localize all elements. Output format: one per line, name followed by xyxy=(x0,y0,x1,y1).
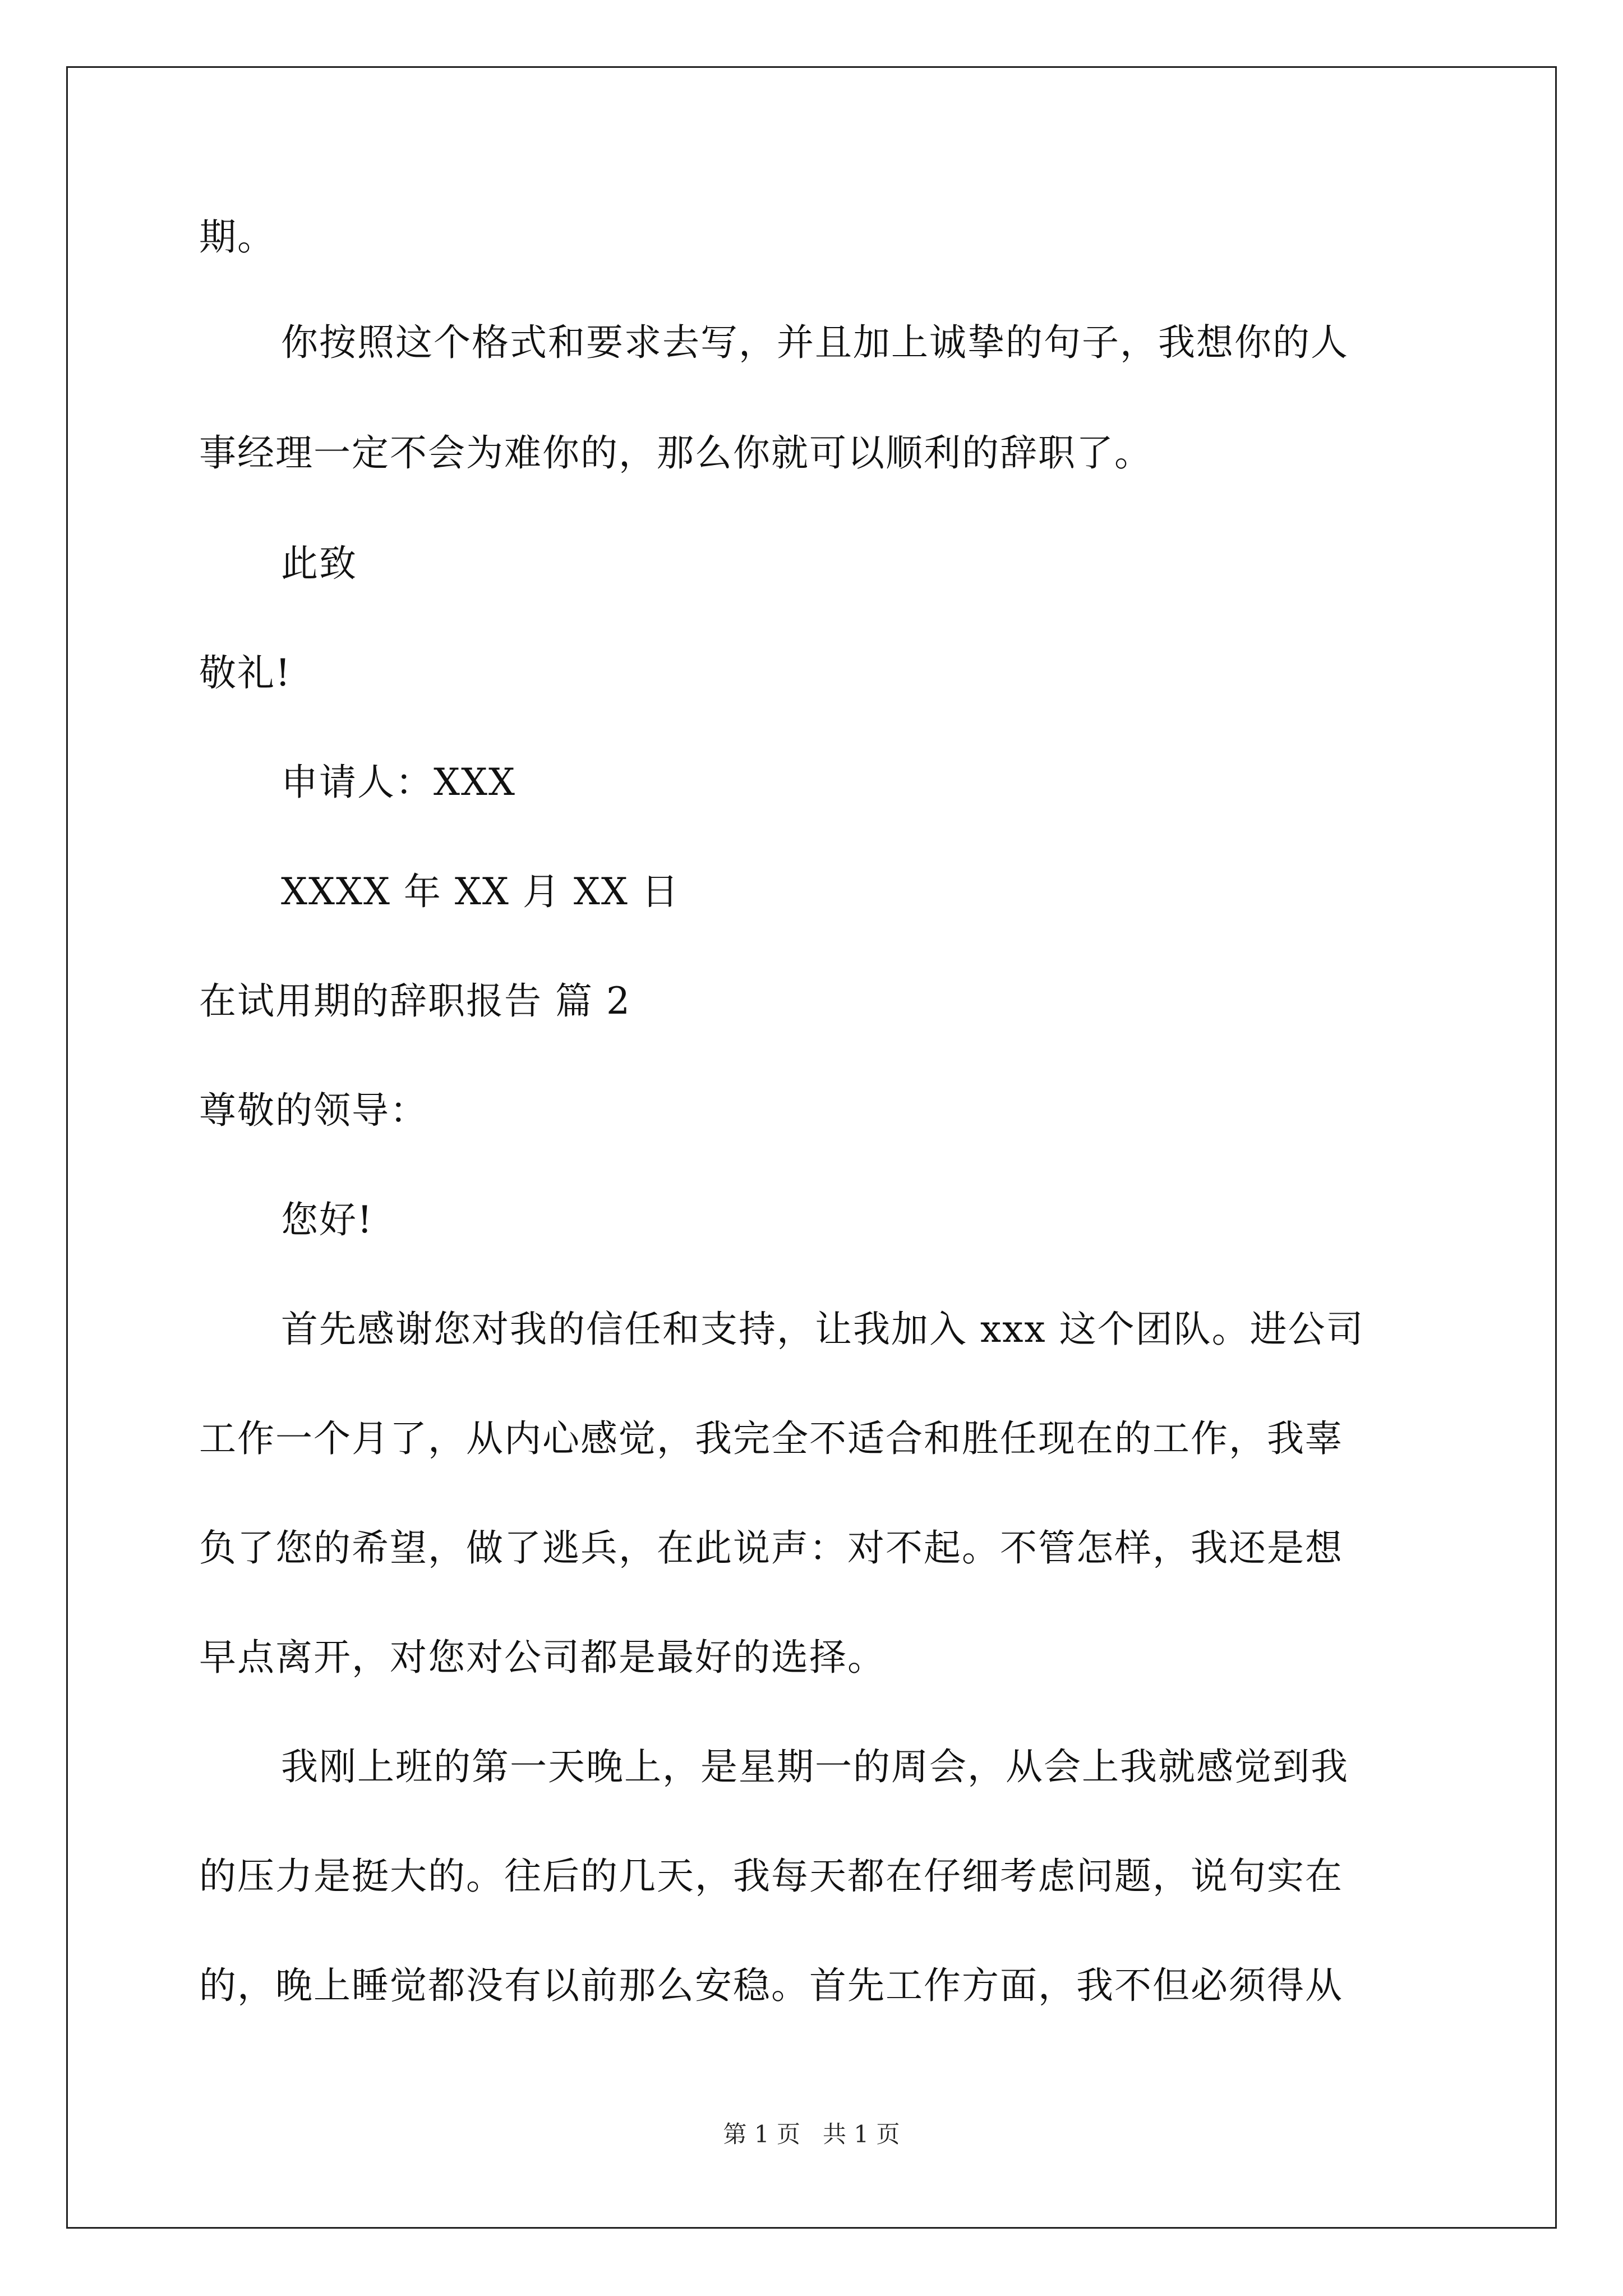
page-number-footer: 第 1 页 共 1 页 xyxy=(723,2120,900,2148)
paragraph-line: 的压力是挺大的。往后的几天，我每天都在仔细考虑问题，说句实在 xyxy=(199,1855,1343,1898)
closing-salutation: 此致 xyxy=(281,542,357,585)
greeting-line: 您好! xyxy=(281,1198,374,1241)
paragraph-line: 你按照这个格式和要求去写，并且加上诚挚的句子，我想你的人 xyxy=(281,321,1349,364)
page-border xyxy=(66,66,1557,2229)
applicant-line: 申请人：XXX xyxy=(281,761,516,804)
paragraph-line: 首先感谢您对我的信任和支持，让我加入 xxx 这个团队。进公司 xyxy=(281,1308,1364,1351)
date-line: XXXX 年 XX 月 XX 日 xyxy=(281,870,680,913)
section-heading: 在试用期的辞职报告 篇 2 xyxy=(199,979,631,1023)
paragraph-line: 我刚上班的第一天晚上，是星期一的周会，从会上我就感觉到我 xyxy=(281,1745,1349,1788)
paragraph-line: 早点离开，对您对公司都是最好的选择。 xyxy=(199,1636,886,1679)
paragraph-line: 的，晚上睡觉都没有以前那么安稳。首先工作方面，我不但必须得从 xyxy=(199,1964,1343,2007)
paragraph-line: 期。 xyxy=(199,215,275,259)
letter-greeting: 尊敬的领导： xyxy=(199,1089,428,1132)
paragraph-line: 事经理一定不会为难你的，那么你就可以顺利的辞职了。 xyxy=(199,431,1152,475)
closing-respect: 敬礼! xyxy=(199,651,292,694)
paragraph-line: 工作一个月了，从内心感觉，我完全不适合和胜任现在的工作，我辜 xyxy=(199,1417,1343,1460)
paragraph-line: 负了您的希望，做了逃兵，在此说声：对不起。不管怎样，我还是想 xyxy=(199,1526,1343,1570)
